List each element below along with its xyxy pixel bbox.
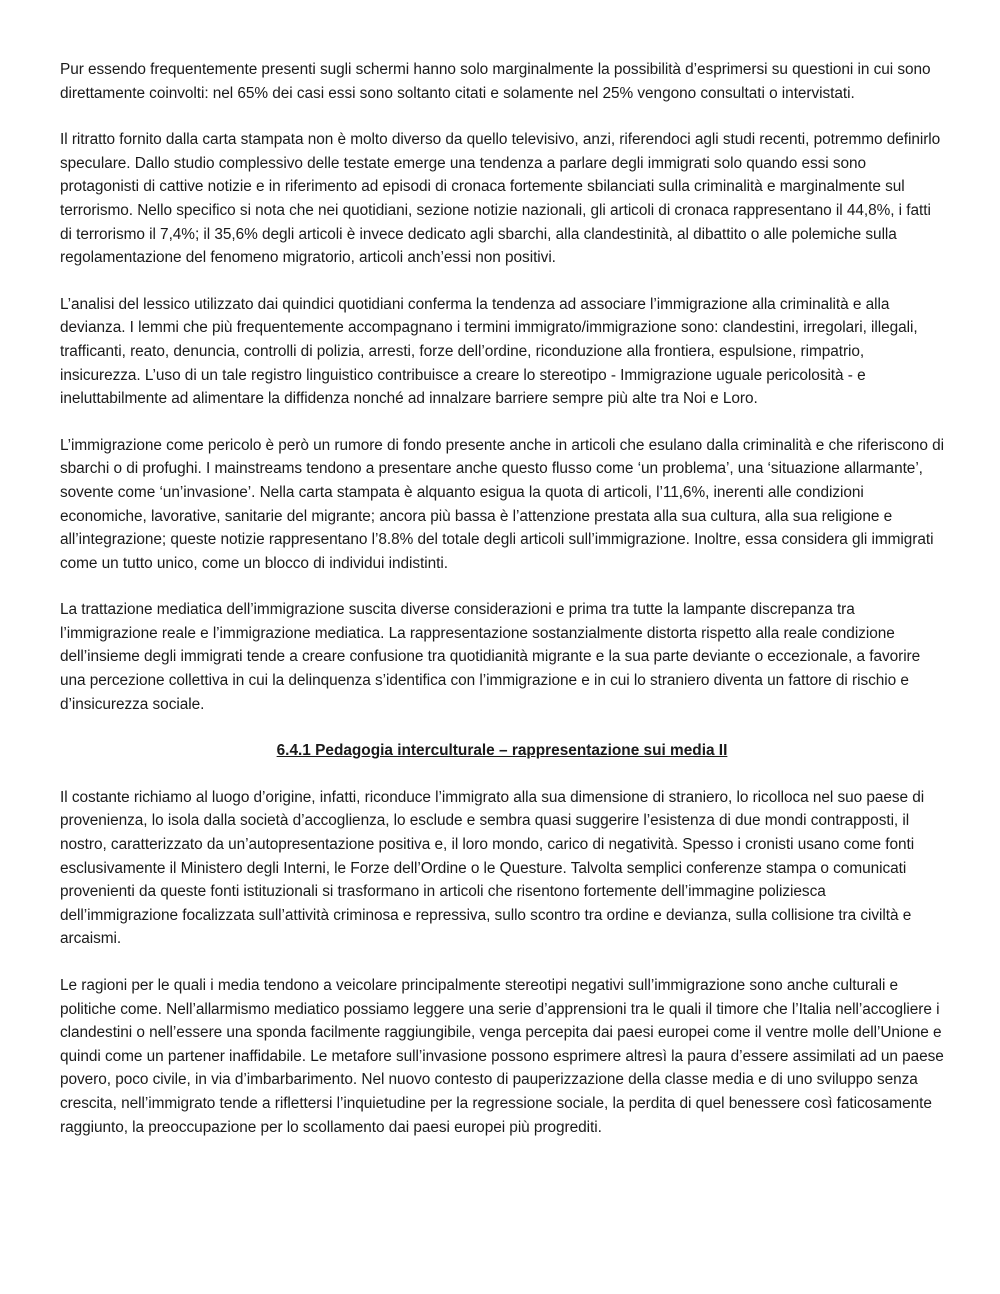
paragraph-media-treatment: La trattazione mediatica dell’immigrazione suscita diverse considerazioni e prima tra tutte la lampante discrepanza tra l’immigrazione reale e l’immigrazione mediatica. La rappresentazione sostanzialmente distorta rispetto alla reale condizione dell’insieme degli immigrati tende a creare confusione tra quotidianità migrante e la sua parte deviante o eccezionale, a favorire una percezione collettiva in cui la delinquenza s’identifica con l’immigrazione e in cui lo straniero diventa un fattore di rischio e d’insicurezza sociale. bbox=[60, 601, 921, 713]
paragraph-reasons-stereotypes: Le ragioni per le quali i media tendono a veicolare principalmente stereotipi negativi sull’immigrazione sono anche culturali e politiche come. Nell’allarmismo mediatico possiamo leggere una serie d’apprensioni tra le quali il timore che l’Italia nell’accogliere i clandestini o nell’essere una sponda facilmente raggiungibile, venga percepita dai paesi europei come il ventre molle dell’Unione e quindi come un partener inaffidabile. Le metafore sull’invasione possono esprimere altresì la paura d’essere assimilati ad un paese povero, poco civile, in via d’imbarbarimento. Nel nuovo contesto di pauperizzazione della classe media e di uno sviluppo senza crescita, nell’immigrato tende a riflettersi l’inquietudine per la regressione sociale, la perdita di quel benessere così faticosamente raggiunto, la preoccupazione per lo scollamento dai paesi europei più progrediti. bbox=[60, 977, 944, 1136]
document-body bbox=[60, 58, 944, 1162]
section-heading: 6.4.1 Pedagogia interculturale – rappresentazione sui media II bbox=[276, 742, 728, 760]
paragraph-media-presence: Pur essendo frequentemente presenti sugli schermi hanno solo marginalmente la possibilità d’esprimersi su questioni in cui sono direttamente coinvolti: nel 65% dei casi essi sono soltanto citati e solamente nel 25% vengono consultati o intervistati. bbox=[60, 61, 931, 102]
paragraph-lexicon-analysis: L’analisi del lessico utilizzato dai quindici quotidiani conferma la tendenza ad associare l’immigrazione alla criminalità e alla devianza. I lemmi che più frequentemente accompagnano i termini immigrato/immigrazione sono: clandestini, irregolari, illegali, trafficanti, reato, denuncia, controlli di polizia, arresti, forze dell’ordine, riconduzione alla frontiera, espulsione, rimpatrio, insicurezza. L’uso di un tale registro linguistico contribuisce a creare lo stereotipo - Immigrazione uguale pericolosità - e ineluttabilmente ad alimentare la diffidenza nonché ad innalzare barriere sempre più alte tra Noi e Loro. bbox=[60, 295, 918, 408]
paragraph-immigration-danger: L’immigrazione come pericolo è però un rumore di fondo presente anche in articoli che esulano dalla criminalità e che riferiscono di sbarchi o di profughi. I mainstreams tendono a presentare anche questo flusso come ‘un problema’, una ‘situazione allarmante’, sovente come ‘un’invasione’. Nella carta stampata è alquanto esigua la quota di articoli, l’11,6%, inerenti alle condizioni economiche, lavorative, sanitarie del migrante; ancora più bassa è l’attenzione prestata alla sua cultura, alla sua religione e all’integrazione; queste notizie rappresentano l’8.8% del totale degli articoli sull’immigrazione. Inoltre, essa considera gli immigrati come un tutto unico, come un blocco di individui indistinti. bbox=[60, 436, 944, 572]
paragraph-place-of-origin: Il costante richiamo al luogo d’origine, infatti, riconduce l’immigrato alla sua dimensione di straniero, lo ricolloca nel suo paese di provenienza, lo isola dalla società d’accoglienza, lo esclude e sembra quasi suggerire l’esistenza di due mondi contrapposti, il nostro, caratterizzato da un’autopresentazione positiva e, il loro mondo, carico di negatività. Spesso i cronisti usano come fonti esclusivamente il Ministero degli Interni, le Forze dell’Ordine o le Questure. Talvolta semplici conferenze stampa o comunicati provenienti da queste fonti istituzionali si trasformano in articoli che risentono fortemente dell’immagine poliziesca dell’immigrazione focalizzata sull’attività criminosa e repressiva, sullo scontro tra ordine e devianza, sulla collisione tra civiltà e arcaismi. bbox=[60, 788, 925, 948]
paragraph-press-portrait: Il ritratto fornito dalla carta stampata non è molto diverso da quello televisivo, anzi, riferendoci agli studi recenti, potremmo definirlo speculare. Dallo studio complessivo delle testate emerge una tendenza a parlare degli immigrati solo quando essi sono protagonisti di cattive notizie e in riferimento ad episodi di cronaca fortemente sbilanciati sulla criminalità e marginalmente sul terrorismo. Nello specifico si nota che nei quotidiani, sezione notizie nazionali, gli articoli di cronaca rappresentano il 44,8%, i fatti di terrorismo il 7,4%; il 35,6% degli articoli è invece dedicato agli sbarchi, alla clandestinità, al dibattito o alle polemiche sulla regolamentazione del fenomeno migratorio, articoli anch’essi non positivi. bbox=[60, 131, 941, 267]
